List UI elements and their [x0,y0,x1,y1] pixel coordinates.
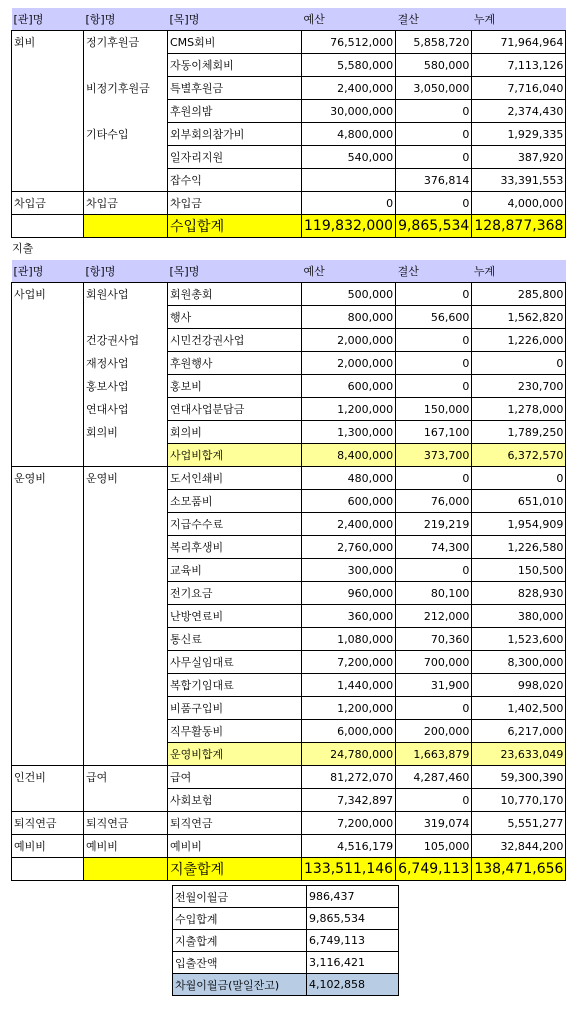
table-row [12,329,566,352]
header-cumulative: 누계 [472,8,566,31]
budget-cell: 76,512,000 [302,31,396,54]
budget-cell: 1,080,000 [302,628,396,651]
settled-cell: 74,300 [396,536,472,559]
cumulative-cell: 7,716,040 [472,77,566,100]
category-cell [12,100,84,123]
category-cell: 차입금 [12,192,84,215]
cumulative-cell: 71,964,964 [472,31,566,54]
budget-cell: 133,511,146 [302,858,396,881]
budget-cell: 30,000,000 [302,100,396,123]
summary-value: 986,437 [307,886,399,908]
settled-cell: 0 [396,559,472,582]
settled-cell: 0 [396,283,472,306]
subitem-cell: 특별후원금 [168,77,302,100]
subitem-cell: 홍보비 [168,375,302,398]
category-cell: 회비 [12,31,84,54]
item-cell [84,513,168,536]
category-cell [12,651,84,674]
budget-cell: 2,400,000 [302,77,396,100]
item-cell: 정기후원금 [84,31,168,54]
cumulative-cell: 828,930 [472,582,566,605]
summary-value: 9,865,534 [307,908,399,930]
budget-cell: 600,000 [302,490,396,513]
table-row [12,536,566,559]
income-table [11,8,566,238]
subitem-cell: 비품구입비 [168,697,302,720]
summary-row [173,930,399,952]
item-cell: 차입금 [84,192,168,215]
summary-label: 지출합계 [173,930,307,952]
budget-cell: 1,300,000 [302,421,396,444]
subitem-cell: 퇴직연금 [168,812,302,835]
table-row [12,77,566,100]
item-cell [84,605,168,628]
cumulative-cell: 230,700 [472,375,566,398]
cumulative-cell: 23,633,049 [472,743,566,766]
cumulative-cell: 2,374,430 [472,100,566,123]
category-cell [12,169,84,192]
settled-cell: 56,600 [396,306,472,329]
cumulative-cell: 32,844,200 [472,835,566,858]
subitem-cell: 회의비 [168,421,302,444]
summary-value: 4,102,858 [307,974,399,996]
budget-cell: 2,000,000 [302,329,396,352]
settled-cell: 0 [396,375,472,398]
table-row [12,743,566,766]
item-cell: 예비비 [84,835,168,858]
summary-row [173,952,399,974]
item-cell: 홍보사업 [84,375,168,398]
table-row [12,812,566,835]
table-row [12,54,566,77]
budget-cell: 6,000,000 [302,720,396,743]
cumulative-cell: 33,391,553 [472,169,566,192]
budget-cell: 2,000,000 [302,352,396,375]
budget-cell: 1,200,000 [302,398,396,421]
category-cell: 운영비 [12,467,84,490]
summary-label: 수입합계 [173,908,307,930]
category-cell [12,536,84,559]
item-cell [84,490,168,513]
settled-cell: 70,360 [396,628,472,651]
cumulative-cell: 5,551,277 [472,812,566,835]
table-row [12,444,566,467]
item-cell: 연대사업 [84,398,168,421]
cumulative-cell: 1,954,909 [472,513,566,536]
settled-cell: 0 [396,146,472,169]
cumulative-cell: 8,300,000 [472,651,566,674]
category-cell [12,697,84,720]
category-cell [12,628,84,651]
header-subitem: [목]명 [168,260,302,283]
subitem-cell: 후원행사 [168,352,302,375]
settled-cell: 212,000 [396,605,472,628]
item-cell: 회원사업 [84,283,168,306]
item-cell [84,674,168,697]
category-cell: 사업비 [12,283,84,306]
category-cell [12,146,84,169]
table-row [12,651,566,674]
header-category: [관]명 [12,8,84,31]
budget-cell [302,169,396,192]
category-cell [12,444,84,467]
subitem-cell: 운영비합계 [168,743,302,766]
budget-cell: 8,400,000 [302,444,396,467]
budget-cell: 24,780,000 [302,743,396,766]
cumulative-cell: 1,278,000 [472,398,566,421]
category-cell [12,54,84,77]
settled-cell: 0 [396,697,472,720]
item-cell: 회의비 [84,421,168,444]
cumulative-cell: 1,226,000 [472,329,566,352]
settled-cell: 150,000 [396,398,472,421]
header-settled: 결산 [396,8,472,31]
category-cell: 퇴직연금 [12,812,84,835]
table-row [12,628,566,651]
budget-cell: 7,200,000 [302,651,396,674]
subitem-cell: 교육비 [168,559,302,582]
settled-cell: 80,100 [396,582,472,605]
subitem-cell: 차입금 [168,192,302,215]
budget-cell: 1,200,000 [302,697,396,720]
subitem-cell: 회원총회 [168,283,302,306]
table-row [12,513,566,536]
category-cell: 인건비 [12,766,84,789]
table-header [12,260,566,283]
settled-cell: 580,000 [396,54,472,77]
cumulative-cell: 1,929,335 [472,123,566,146]
settled-cell: 0 [396,192,472,215]
category-cell [12,123,84,146]
item-cell [84,651,168,674]
table-row [12,766,566,789]
subitem-cell: 잡수익 [168,169,302,192]
item-cell [84,215,168,238]
category-cell [12,329,84,352]
table-row [12,559,566,582]
subitem-cell: 연대사업분담금 [168,398,302,421]
category-cell [12,77,84,100]
category-cell [12,789,84,812]
subitem-cell: 행사 [168,306,302,329]
category-cell [12,743,84,766]
subitem-cell: 사무실임대료 [168,651,302,674]
item-cell [84,146,168,169]
table-row [12,169,566,192]
subitem-cell: 소모품비 [168,490,302,513]
subitem-cell: 복리후생비 [168,536,302,559]
item-cell [84,697,168,720]
budget-cell: 2,400,000 [302,513,396,536]
subitem-cell: 사업비합계 [168,444,302,467]
category-cell [12,490,84,513]
category-cell [12,398,84,421]
category-cell [12,421,84,444]
settled-cell: 31,900 [396,674,472,697]
cumulative-cell: 10,770,170 [472,789,566,812]
cumulative-cell: 1,523,600 [472,628,566,651]
item-cell [84,306,168,329]
settled-cell: 373,700 [396,444,472,467]
subitem-cell: 전기요금 [168,582,302,605]
budget-cell: 600,000 [302,375,396,398]
settled-cell: 9,865,534 [396,215,472,238]
cumulative-cell: 0 [472,467,566,490]
table-row [12,283,566,306]
settled-cell: 6,749,113 [396,858,472,881]
subitem-cell: 난방연료비 [168,605,302,628]
cumulative-cell: 6,372,570 [472,444,566,467]
summary-label: 입출잔액 [173,952,307,974]
cumulative-cell: 1,789,250 [472,421,566,444]
category-cell [12,858,84,881]
settled-cell: 700,000 [396,651,472,674]
settled-cell: 0 [396,352,472,375]
table-row [12,720,566,743]
cumulative-cell: 150,500 [472,559,566,582]
cumulative-cell: 0 [472,352,566,375]
settled-cell: 0 [396,100,472,123]
item-cell: 급여 [84,766,168,789]
item-cell [84,743,168,766]
category-cell [12,674,84,697]
table-row [12,146,566,169]
table-row [12,123,566,146]
item-cell [84,858,168,881]
subitem-cell: 도서인쇄비 [168,467,302,490]
table-row [12,674,566,697]
subitem-cell: CMS회비 [168,31,302,54]
subitem-cell: 지급수수료 [168,513,302,536]
header-item: [항]명 [84,260,168,283]
budget-cell: 2,760,000 [302,536,396,559]
item-cell [84,628,168,651]
header-settled: 결산 [396,260,472,283]
cumulative-cell: 59,300,390 [472,766,566,789]
cumulative-cell: 285,800 [472,283,566,306]
budget-cell: 1,440,000 [302,674,396,697]
subitem-cell: 외부회의참가비 [168,123,302,146]
header-subitem: [목]명 [168,8,302,31]
table-row [12,31,566,54]
settled-cell: 200,000 [396,720,472,743]
item-cell: 운영비 [84,467,168,490]
total-row [12,215,566,238]
header-cumulative: 누계 [472,260,566,283]
summary-label: 차월이월금(말일잔고) [173,974,307,996]
subitem-cell: 사회보험 [168,789,302,812]
item-cell [84,720,168,743]
table-row [12,467,566,490]
settled-cell: 1,663,879 [396,743,472,766]
summary-row [173,886,399,908]
settled-cell: 167,100 [396,421,472,444]
budget-cell: 300,000 [302,559,396,582]
cumulative-cell: 1,402,500 [472,697,566,720]
settled-cell: 5,858,720 [396,31,472,54]
item-cell [84,582,168,605]
summary-table [172,885,399,996]
table-row [12,398,566,421]
subitem-cell: 지출합계 [168,858,302,881]
summary-value: 6,749,113 [307,930,399,952]
cumulative-cell: 1,226,580 [472,536,566,559]
subitem-cell: 복합기임대료 [168,674,302,697]
table-row [12,100,566,123]
cumulative-cell: 998,020 [472,674,566,697]
item-cell [84,444,168,467]
budget-cell: 540,000 [302,146,396,169]
item-cell [84,789,168,812]
category-cell [12,306,84,329]
subitem-cell: 통신료 [168,628,302,651]
item-cell [84,100,168,123]
summary-label: 전월이월금 [173,886,307,908]
budget-cell: 360,000 [302,605,396,628]
settled-cell: 376,814 [396,169,472,192]
cumulative-cell: 387,920 [472,146,566,169]
item-cell: 건강권사업 [84,329,168,352]
budget-cell: 800,000 [302,306,396,329]
cumulative-cell: 6,217,000 [472,720,566,743]
table-row [12,835,566,858]
table-row [12,352,566,375]
total-row [12,858,566,881]
subitem-cell: 급여 [168,766,302,789]
subitem-cell: 일자리지원 [168,146,302,169]
expense-table [11,260,566,881]
table-row [12,582,566,605]
subitem-cell: 직무활동비 [168,720,302,743]
category-cell: 예비비 [12,835,84,858]
subitem-cell: 예비비 [168,835,302,858]
cumulative-cell: 138,471,656 [472,858,566,881]
subitem-cell: 수입합계 [168,215,302,238]
budget-cell: 7,200,000 [302,812,396,835]
item-cell: 재정사업 [84,352,168,375]
settled-cell: 3,050,000 [396,77,472,100]
item-cell [84,559,168,582]
cumulative-cell: 4,000,000 [472,192,566,215]
settled-cell: 4,287,460 [396,766,472,789]
category-cell [12,559,84,582]
budget-cell: 119,832,000 [302,215,396,238]
expense-section-label: 지출 [12,242,34,255]
category-cell [12,375,84,398]
table-row [12,697,566,720]
subitem-cell: 후원의밤 [168,100,302,123]
table-row [12,375,566,398]
item-cell [84,169,168,192]
item-cell: 비정기후원금 [84,77,168,100]
summary-row [173,974,399,996]
cumulative-cell: 7,113,126 [472,54,566,77]
category-cell [12,352,84,375]
category-cell [12,720,84,743]
cumulative-cell: 1,562,820 [472,306,566,329]
header-budget: 예산 [302,260,396,283]
settled-cell: 0 [396,789,472,812]
budget-cell: 4,516,179 [302,835,396,858]
category-cell [12,513,84,536]
table-row [12,192,566,215]
table-header [12,8,566,31]
item-cell [84,54,168,77]
item-cell [84,536,168,559]
budget-cell: 480,000 [302,467,396,490]
settled-cell: 105,000 [396,835,472,858]
category-cell [12,215,84,238]
settled-cell: 0 [396,123,472,146]
summary-value: 3,116,421 [307,952,399,974]
cumulative-cell: 380,000 [472,605,566,628]
item-cell: 퇴직연금 [84,812,168,835]
table-row [12,421,566,444]
subitem-cell: 시민건강권사업 [168,329,302,352]
budget-cell: 81,272,070 [302,766,396,789]
budget-cell: 4,800,000 [302,123,396,146]
item-cell: 기타수입 [84,123,168,146]
settled-cell: 0 [396,467,472,490]
table-row [12,789,566,812]
table-row [12,490,566,513]
budget-cell: 5,580,000 [302,54,396,77]
budget-cell: 500,000 [302,283,396,306]
budget-cell: 960,000 [302,582,396,605]
header-budget: 예산 [302,8,396,31]
summary-row [173,908,399,930]
settled-cell: 219,219 [396,513,472,536]
category-cell [12,605,84,628]
category-cell [12,582,84,605]
budget-cell: 7,342,897 [302,789,396,812]
settled-cell: 76,000 [396,490,472,513]
settled-cell: 319,074 [396,812,472,835]
settled-cell: 0 [396,329,472,352]
header-item: [항]명 [84,8,168,31]
cumulative-cell: 651,010 [472,490,566,513]
header-category: [관]명 [12,260,84,283]
cumulative-cell: 128,877,368 [472,215,566,238]
table-row [12,306,566,329]
budget-cell: 0 [302,192,396,215]
table-row [12,605,566,628]
subitem-cell: 자동이체회비 [168,54,302,77]
